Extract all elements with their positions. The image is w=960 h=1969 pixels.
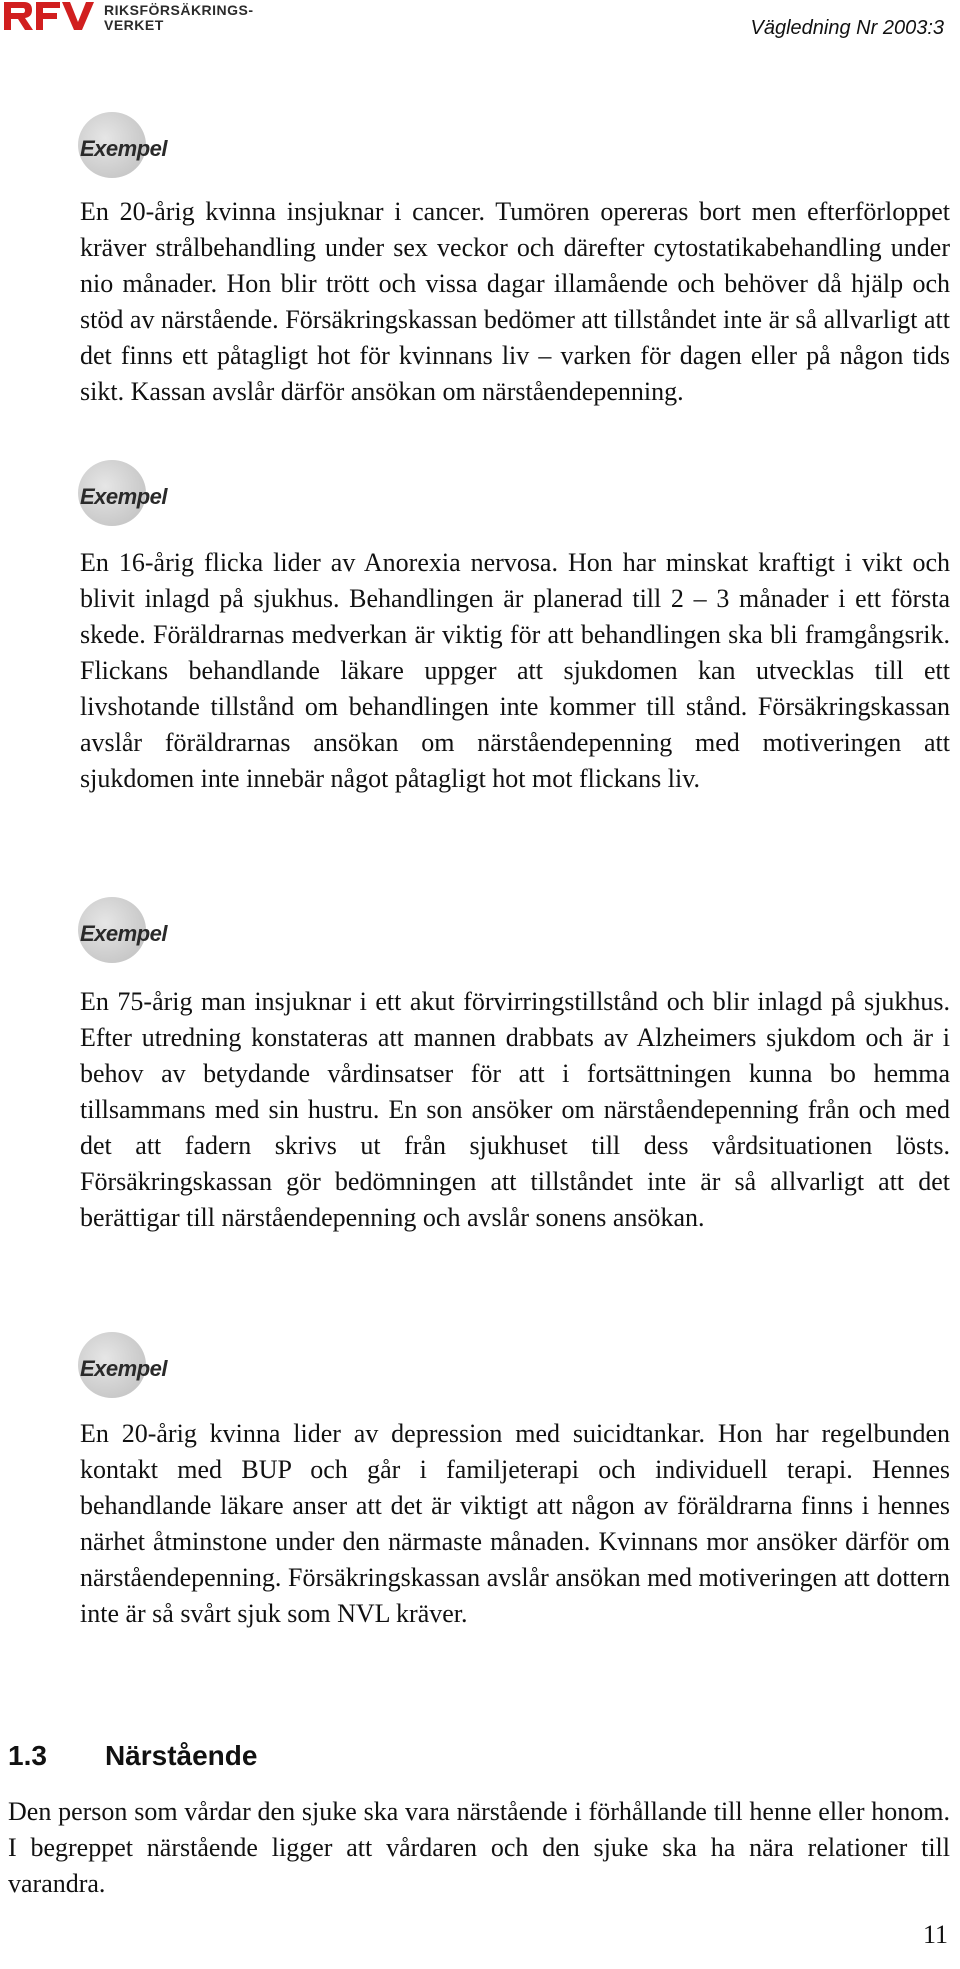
example-badge-label: Exempel — [80, 921, 167, 946]
section-number: 1.3 — [8, 1740, 47, 1771]
example-badge-label: Exempel — [80, 1356, 167, 1381]
section-text: Den person som vårdar den sjuke ska vara närstående i förhållande till henne eller honom. I begreppet närstående ligger att vårdaren och den sjuke ska ha nära relationer till varandra. — [8, 1797, 950, 1898]
rfv-logo — [2, 0, 254, 34]
logo-line-1: RIKSFÖRSÄKRINGS- — [104, 2, 254, 18]
example-badge — [78, 112, 193, 178]
rfv-logo-icon — [2, 0, 98, 34]
page-header — [0, 0, 960, 48]
document-reference: Vägledning Nr 2003:3 — [750, 17, 944, 39]
example-text: En 75-årig man insjuknar i ett akut förvirringstillstånd och blir inlagd på sjukhus. Efter utredning konstateras att mannen drabbats av Alzheimers sjukdom och är i behov av betydande vårdinsatser för att i fortsättningen kunna bo hemma tillsammans med sin hustru. En son ansöker om närståendepenning från och med det att fadern skrivs ut från sjukhuset till dess vårdsituationen lösts. Försäkringskassan gör bedömningen att tillståndet inte är så allvarligt att det berättigar till närståendepenning och avslår sonens ansökan. — [80, 987, 950, 1232]
example-text: En 16-årig flicka lider av Anorexia nervosa. Hon har minskat kraftigt i vikt och blivit inlagd på sjukhus. Behandlingen är planerad till 2 – 3 månader i ett första skede. Föräldrarnas medverkan är viktig för att behandlingen ska bli framgångsrik. Flickans behandlande läkare uppger att sjukdomen kan utvecklas till ett livshotande tillstånd om behandlingen inte kommer till stånd. Försäkringskassan avslår föräldrarnas ansökan om närståendepenning med motiveringen att sjukdomen inte innebär något påtagligt hot mot flickans liv. — [80, 548, 950, 793]
page-number: 11 — [922, 1920, 948, 1949]
example-badge — [78, 1332, 193, 1398]
example-badge-label: Exempel — [80, 484, 167, 509]
section-heading — [8, 1740, 257, 1772]
logo-line-2: VERKET — [104, 17, 164, 33]
example-badge-label: Exempel — [80, 136, 167, 161]
example-badge — [78, 897, 193, 963]
example-badge — [78, 460, 193, 526]
example-text: En 20-årig kvinna lider av depression med suicidtankar. Hon har regelbunden kontakt med BUP och går i familjeterapi och individuell terapi. Hennes behandlande läkare anser att det är viktigt att någon av föräldrarna finns i hennes närhet åtminstone under den närmaste månaden. Kvinnans mor ansöker därför om närståendepenning. Försäkringskassan avslår ansökan med motiveringen att dottern inte är så svårt sjuk som NVL kräver. — [80, 1419, 950, 1628]
section-title: Närstående — [104, 1740, 258, 1771]
example-text: En 20-årig kvinna insjuknar i cancer. Tumören opereras bort men efterförloppet kräver strålbehandling under sex veckor och därefter cytostatikabehandling under nio månader. Hon blir trött och vissa dagar illamående och behöver då hjälp och stöd av närstående. Försäkringskassan bedömer att tillståndet inte är så allvarligt att det finns ett påtagligt hot för kvinnans liv – varken för dagen eller på någon tids sikt. Kassan avslår därför ansökan om närståendepenning. — [80, 197, 950, 406]
